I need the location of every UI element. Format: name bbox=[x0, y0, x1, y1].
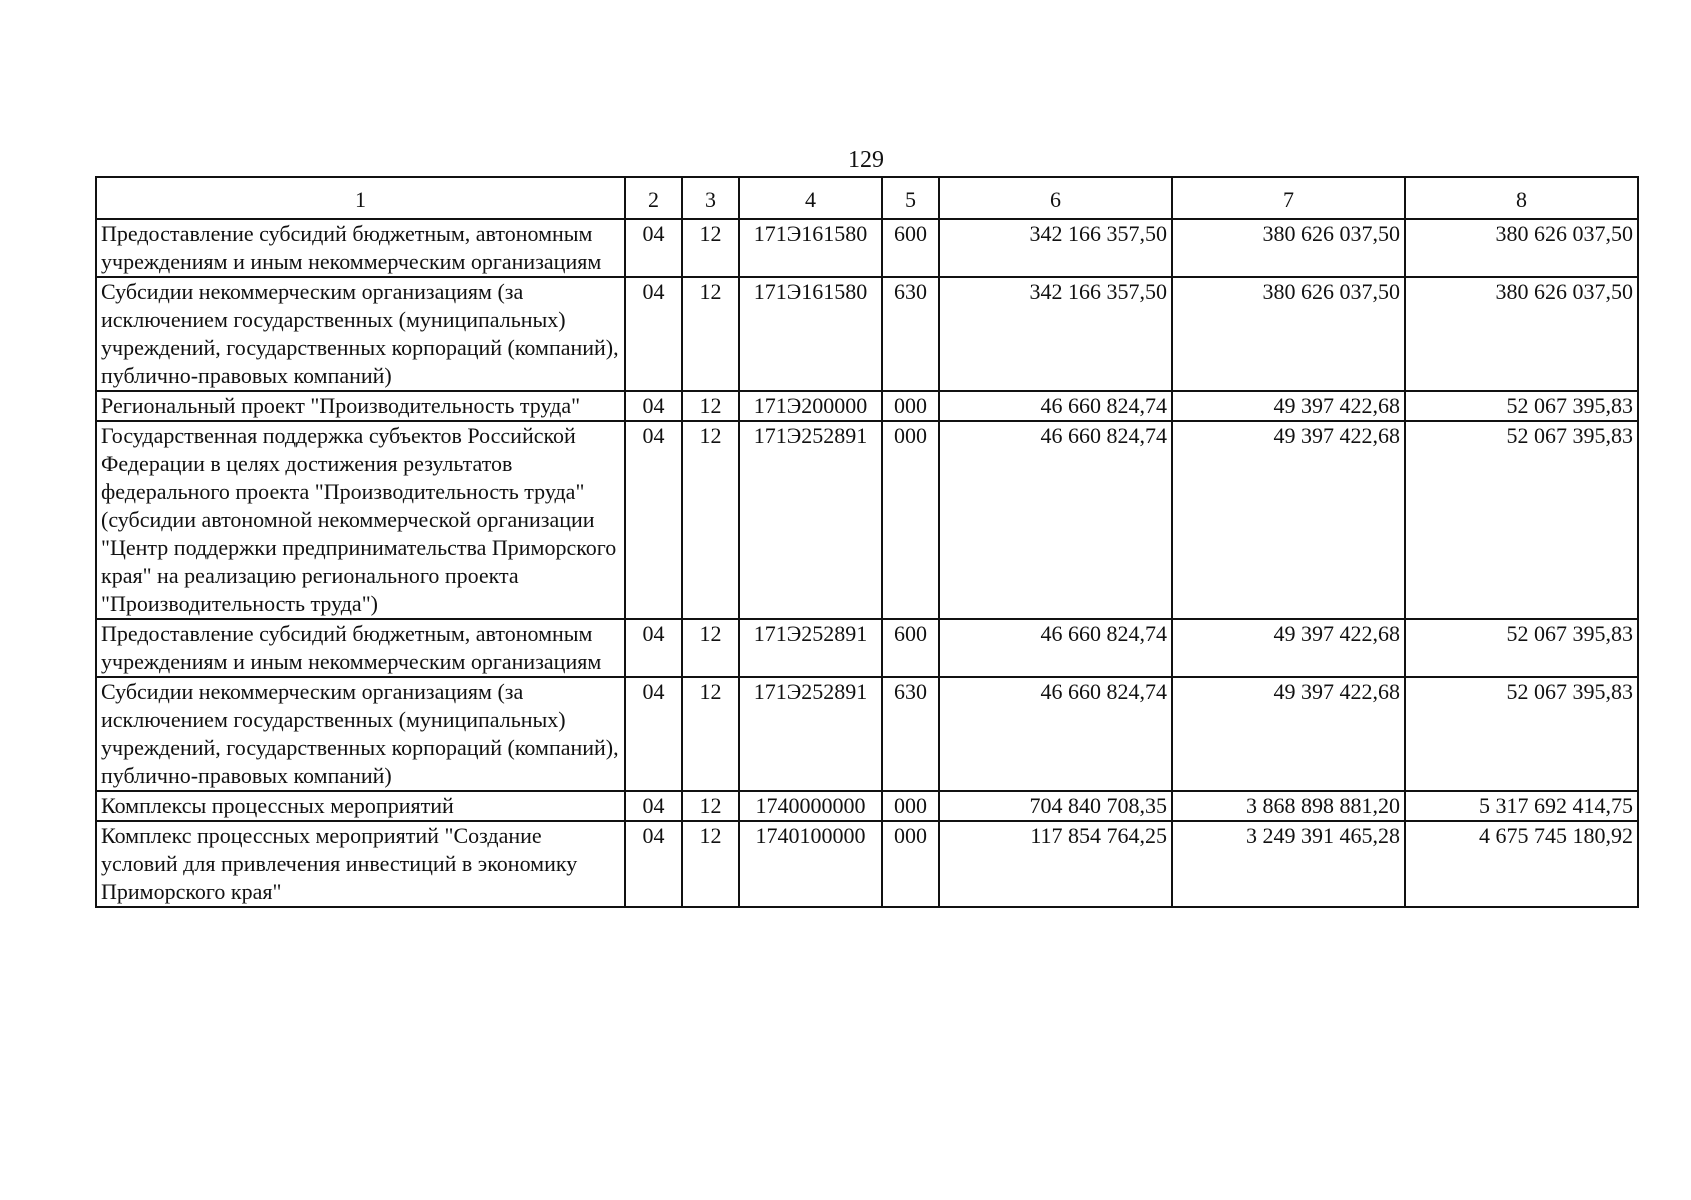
amount-col7-cell: 49 397 422,68 bbox=[1172, 391, 1405, 421]
amount-col8-cell: 4 675 745 180,92 bbox=[1405, 821, 1638, 907]
column-header: 6 bbox=[939, 177, 1172, 219]
target-article-cell: 171Э252891 bbox=[739, 619, 882, 677]
section-cell: 04 bbox=[625, 277, 682, 391]
expense-type-cell: 000 bbox=[882, 421, 939, 619]
table-row bbox=[96, 791, 1638, 821]
page-number: 129 bbox=[848, 147, 884, 173]
column-header: 2 bbox=[625, 177, 682, 219]
amount-col7-cell: 3 249 391 465,28 bbox=[1172, 821, 1405, 907]
section-cell: 04 bbox=[625, 421, 682, 619]
subsection-cell: 12 bbox=[682, 619, 739, 677]
target-article-cell: 171Э252891 bbox=[739, 677, 882, 791]
section-cell: 04 bbox=[625, 677, 682, 791]
expense-type-cell: 000 bbox=[882, 821, 939, 907]
target-article-cell: 171Э252891 bbox=[739, 421, 882, 619]
row-name-cell: Комплексы процессных мероприятий bbox=[96, 791, 625, 821]
subsection-cell: 12 bbox=[682, 391, 739, 421]
section-cell: 04 bbox=[625, 391, 682, 421]
row-name-cell: Комплекс процессных мероприятий "Создание условий для привлечения инвестиций в экономику Приморского края" bbox=[96, 821, 625, 907]
amount-col7-cell: 380 626 037,50 bbox=[1172, 277, 1405, 391]
subsection-cell: 12 bbox=[682, 421, 739, 619]
column-header: 1 bbox=[96, 177, 625, 219]
amount-col7-cell: 3 868 898 881,20 bbox=[1172, 791, 1405, 821]
amount-col6-cell: 46 660 824,74 bbox=[939, 421, 1172, 619]
target-article-cell: 171Э161580 bbox=[739, 219, 882, 277]
amount-col8-cell: 52 067 395,83 bbox=[1405, 391, 1638, 421]
amount-col8-cell: 52 067 395,83 bbox=[1405, 619, 1638, 677]
table-row bbox=[96, 619, 1638, 677]
table-row bbox=[96, 677, 1638, 791]
amount-col7-cell: 49 397 422,68 bbox=[1172, 421, 1405, 619]
amount-col8-cell: 380 626 037,50 bbox=[1405, 219, 1638, 277]
budget-table bbox=[95, 176, 1639, 908]
table-row bbox=[96, 219, 1638, 277]
amount-col7-cell: 49 397 422,68 bbox=[1172, 677, 1405, 791]
table-row bbox=[96, 391, 1638, 421]
row-name-cell: Субсидии некоммерческим организациям (за исключением государственных (муниципальных) учреждений, государственных корпораций (компаний), публично-правовых компаний) bbox=[96, 277, 625, 391]
expense-type-cell: 600 bbox=[882, 619, 939, 677]
expense-type-cell: 630 bbox=[882, 277, 939, 391]
expense-type-cell: 000 bbox=[882, 391, 939, 421]
subsection-cell: 12 bbox=[682, 791, 739, 821]
amount-col6-cell: 46 660 824,74 bbox=[939, 677, 1172, 791]
amount-col8-cell: 52 067 395,83 bbox=[1405, 677, 1638, 791]
table-row bbox=[96, 277, 1638, 391]
section-cell: 04 bbox=[625, 791, 682, 821]
subsection-cell: 12 bbox=[682, 677, 739, 791]
amount-col8-cell: 5 317 692 414,75 bbox=[1405, 791, 1638, 821]
amount-col6-cell: 342 166 357,50 bbox=[939, 219, 1172, 277]
row-name-cell: Субсидии некоммерческим организациям (за исключением государственных (муниципальных) учреждений, государственных корпораций (компаний), публично-правовых компаний) bbox=[96, 677, 625, 791]
expense-type-cell: 630 bbox=[882, 677, 939, 791]
amount-col8-cell: 52 067 395,83 bbox=[1405, 421, 1638, 619]
amount-col6-cell: 704 840 708,35 bbox=[939, 791, 1172, 821]
expense-type-cell: 600 bbox=[882, 219, 939, 277]
target-article-cell: 171Э161580 bbox=[739, 277, 882, 391]
target-article-cell: 171Э200000 bbox=[739, 391, 882, 421]
column-header: 7 bbox=[1172, 177, 1405, 219]
section-cell: 04 bbox=[625, 219, 682, 277]
amount-col7-cell: 49 397 422,68 bbox=[1172, 619, 1405, 677]
section-cell: 04 bbox=[625, 821, 682, 907]
target-article-cell: 1740000000 bbox=[739, 791, 882, 821]
amount-col6-cell: 342 166 357,50 bbox=[939, 277, 1172, 391]
table-header-row bbox=[96, 177, 1638, 219]
subsection-cell: 12 bbox=[682, 821, 739, 907]
amount-col6-cell: 46 660 824,74 bbox=[939, 619, 1172, 677]
subsection-cell: 12 bbox=[682, 219, 739, 277]
section-cell: 04 bbox=[625, 619, 682, 677]
row-name-cell: Предоставление субсидий бюджетным, автономным учреждениям и иным некоммерческим организациям bbox=[96, 619, 625, 677]
row-name-cell: Государственная поддержка субъектов Российской Федерации в целях достижения результатов федерального проекта "Производительность труда" (субсидии автономной некоммерческой организации "Центр поддержки предпринимательства Приморского края" на реализацию регионального проекта "Производительность труда") bbox=[96, 421, 625, 619]
target-article-cell: 1740100000 bbox=[739, 821, 882, 907]
amount-col8-cell: 380 626 037,50 bbox=[1405, 277, 1638, 391]
amount-col7-cell: 380 626 037,50 bbox=[1172, 219, 1405, 277]
column-header: 8 bbox=[1405, 177, 1638, 219]
amount-col6-cell: 117 854 764,25 bbox=[939, 821, 1172, 907]
amount-col6-cell: 46 660 824,74 bbox=[939, 391, 1172, 421]
table-row bbox=[96, 821, 1638, 907]
column-header: 4 bbox=[739, 177, 882, 219]
subsection-cell: 12 bbox=[682, 277, 739, 391]
row-name-cell: Региональный проект "Производительность труда" bbox=[96, 391, 625, 421]
row-name-cell: Предоставление субсидий бюджетным, автономным учреждениям и иным некоммерческим организациям bbox=[96, 219, 625, 277]
expense-type-cell: 000 bbox=[882, 791, 939, 821]
table-row bbox=[96, 421, 1638, 619]
column-header: 3 bbox=[682, 177, 739, 219]
column-header: 5 bbox=[882, 177, 939, 219]
